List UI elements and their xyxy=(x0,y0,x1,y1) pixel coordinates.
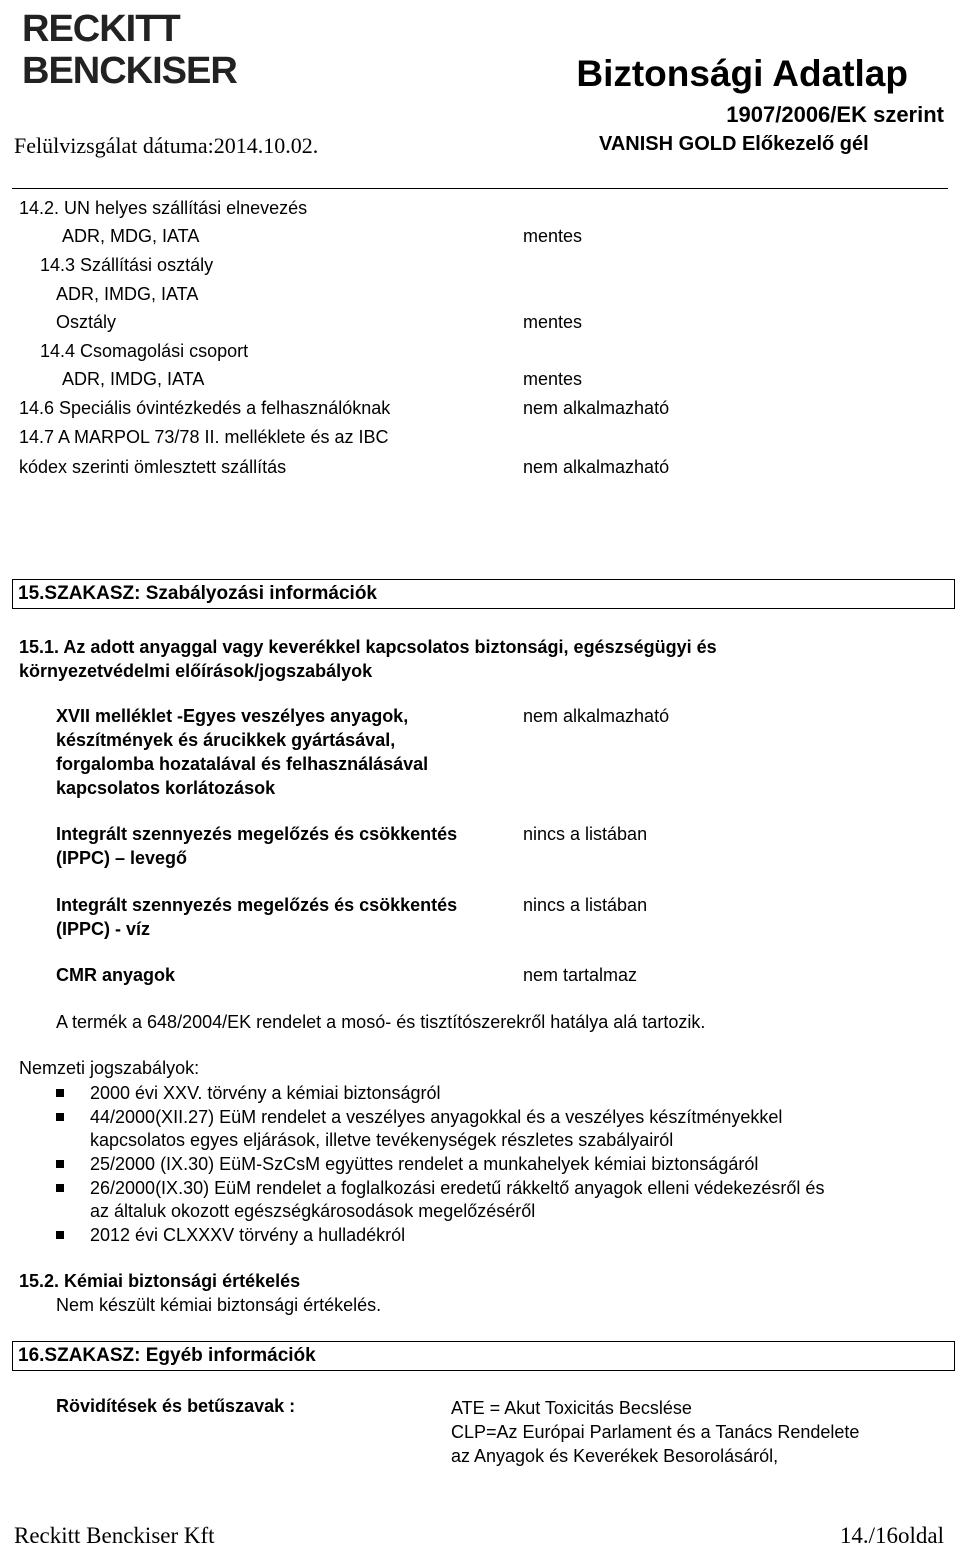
company-logo xyxy=(22,6,244,90)
footer-company: Reckitt Benckiser Kft xyxy=(14,1523,215,1548)
requirement-label: (IPPC) - víz xyxy=(56,919,151,939)
national-law-item: 44/2000(XII.27) EüM rendelet a veszélyes anyagokkal és a veszélyes készítményekkel xyxy=(90,1107,783,1127)
footer-page-number: 14./16oldal xyxy=(839,1523,944,1548)
logo-line-2: BENCKISER xyxy=(22,50,237,92)
transport-row-value: mentes xyxy=(523,312,583,332)
subsection-15-1-line1: 15.1. Az adott anyaggal vagy keverékkel kapcsolatos biztonsági, egészségügyi és xyxy=(19,637,717,657)
national-law-item: kapcsolatos egyes eljárások, illetve tevékenységek részletes szabályairól xyxy=(90,1130,674,1150)
requirement-label: Integrált szennyezés megelőzés és csökkentés xyxy=(56,895,458,915)
transport-row-label: Osztály xyxy=(56,312,117,332)
transport-row-label: kódex szerinti ömlesztett szállítás xyxy=(19,457,287,477)
requirement-label: kapcsolatos korlátozások xyxy=(56,778,276,798)
section-15-header xyxy=(12,579,955,609)
transport-row-label: 14.7 A MARPOL 73/78 II. melléklete és az IBC xyxy=(19,427,389,447)
transport-row-label: 14.2. UN helyes szállítási elnevezés xyxy=(19,198,308,218)
header-divider xyxy=(12,188,948,189)
national-law-item: az általuk okozott egészségkárosodások megelőzéséről xyxy=(90,1201,536,1221)
requirement-label: Integrált szennyezés megelőzés és csökkentés xyxy=(56,824,458,844)
product-name: VANISH GOLD Előkezelő gél xyxy=(599,133,869,155)
abbreviation-line-2: CLP=Az Európai Parlament és a Tanács Rendelete xyxy=(451,1422,860,1442)
requirement-value: nem alkalmazható xyxy=(523,706,670,726)
national-law-item: 25/2000 (IX.30) EüM-SzCsM együttes rendelet a munkahelyek kémiai biztonságáról xyxy=(90,1154,759,1174)
bullet-icon xyxy=(56,1089,64,1097)
transport-row-label: 14.6 Speciális óvintézkedés a felhasználóknak xyxy=(19,398,391,418)
requirement-label: XVII melléklet -Egyes veszélyes anyagok, xyxy=(56,706,409,726)
requirement-value: nem tartalmaz xyxy=(523,965,638,985)
requirement-label: készítmények és árucikkek gyártásával, xyxy=(56,730,396,750)
national-law-item: 26/2000(IX.30) EüM rendelet a foglalkozási eredetű rákkeltő anyagok elleni védekezésről és xyxy=(90,1178,825,1198)
document-title: Biztonsági Adatlap xyxy=(576,53,908,94)
abbreviations-label: Rövidítések és betűszavak : xyxy=(56,1396,296,1416)
section-15-title: 15.SZAKASZ: Szabályozási információk xyxy=(18,583,377,604)
transport-row-value: mentes xyxy=(523,369,583,389)
transport-row-label: ADR, IMDG, IATA xyxy=(56,284,199,304)
subsection-15-1-line2: környezetvédelmi előírások/jogszabályok xyxy=(19,661,373,681)
transport-row-value: nem alkalmazható xyxy=(523,457,670,477)
revision-date: Felülvizsgálat dátuma:2014.10.02. xyxy=(14,133,319,158)
transport-row-value: nem alkalmazható xyxy=(523,398,670,418)
transport-row-value: mentes xyxy=(523,226,583,246)
regulation-label: 1907/2006/EK szerint xyxy=(726,102,944,127)
detergent-regulation-note: A termék a 648/2004/EK rendelet a mosó- és tisztítószerekről hatálya alá tartozik. xyxy=(56,1012,706,1032)
abbreviation-line-1: ATE = Akut Toxicitás Becslése xyxy=(451,1398,692,1418)
requirement-value: nincs a listában xyxy=(523,895,648,915)
transport-row-label: ADR, IMDG, IATA xyxy=(62,369,205,389)
section-16-header xyxy=(12,1341,955,1371)
bullet-icon xyxy=(56,1231,64,1239)
transport-row-label: ADR, MDG, IATA xyxy=(62,226,200,246)
requirement-value: nincs a listában xyxy=(523,824,648,844)
transport-row-label: 14.3 Szállítási osztály xyxy=(40,255,214,275)
subsection-15-2-text: Nem készült kémiai biztonsági értékelés. xyxy=(56,1295,382,1315)
section-16-title: 16.SZAKASZ: Egyéb információk xyxy=(18,1345,316,1366)
subsection-15-2-title: 15.2. Kémiai biztonsági értékelés xyxy=(19,1271,301,1291)
bullet-icon xyxy=(56,1184,64,1192)
national-law-item: 2012 évi CLXXXV törvény a hulladékról xyxy=(90,1225,406,1245)
national-law-item: 2000 évi XXV. törvény a kémiai biztonságról xyxy=(90,1083,441,1103)
logo-line-1: RECKITT xyxy=(22,8,180,50)
requirement-label: (IPPC) – levegő xyxy=(56,848,188,868)
abbreviation-line-3: az Anyagok és Keverékek Besorolásáról, xyxy=(451,1446,779,1466)
transport-row-label: 14.4 Csomagolási csoport xyxy=(40,341,249,361)
bullet-icon xyxy=(56,1113,64,1121)
requirement-label: CMR anyagok xyxy=(56,965,176,985)
requirement-label: forgalomba hozatalával és felhasználásával xyxy=(56,754,429,774)
bullet-icon xyxy=(56,1160,64,1168)
national-laws-title: Nemzeti jogszabályok: xyxy=(19,1058,200,1078)
